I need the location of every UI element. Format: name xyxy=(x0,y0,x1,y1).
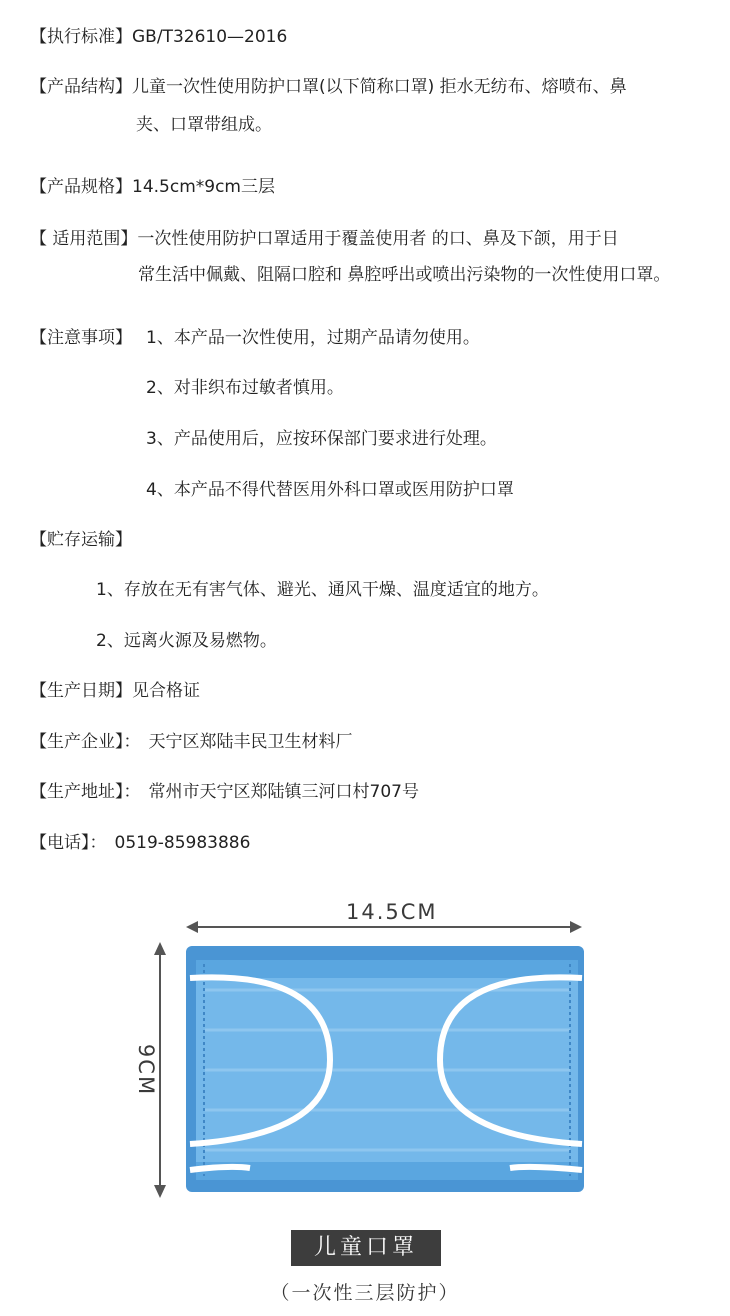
product-subtitle: （一次性三层防护） xyxy=(270,1282,460,1304)
info-production-date-label: 【生产日期】 xyxy=(30,681,132,701)
height-dimension-label: 9CM xyxy=(134,1043,159,1097)
product-title: 儿童口罩 xyxy=(291,1230,441,1266)
spec-structure xyxy=(30,77,627,97)
width-dimension-label: 14.5CM xyxy=(346,900,438,924)
mask-body xyxy=(186,946,584,1192)
spec-structure-label: 【产品结构】 xyxy=(30,77,132,97)
spec-standard xyxy=(30,27,287,47)
spec-structure-text: 儿童一次性使用防护口罩(以下简称口罩) 拒水无纺布、熔喷布、鼻 xyxy=(132,77,627,97)
spec-standard-text: GB/T32610—2016 xyxy=(132,27,288,47)
spec-scope-text: 一次性使用防护口罩适用于覆盖使用者 的口、鼻及下颌，用于日 xyxy=(137,229,619,249)
info-phone xyxy=(30,833,250,853)
info-address-label: 【生产地址】： xyxy=(30,782,141,802)
info-production-date xyxy=(30,681,200,701)
info-manufacturer-text: 天宁区郑陆丰民卫生材料厂 xyxy=(148,732,353,752)
info-manufacturer xyxy=(30,732,353,752)
storage-item-1: 1、存放在无有害气体、避光、通风干燥、温度适宜的地方。 xyxy=(96,580,549,600)
notes-item-2: 2、对非织布过敏者慎用。 xyxy=(146,378,344,398)
spec-scope-continuation: 常生活中佩戴、阻隔口腔和 鼻腔呼出或喷出污染物的一次性使用口罩。 xyxy=(138,265,671,285)
notes-item-4: 4、本产品不得代替医用外科口罩或医用防护口罩 xyxy=(146,480,514,500)
info-address xyxy=(30,782,419,802)
spec-size-text: 14.5cm*9cm三层 xyxy=(132,177,275,197)
info-address-text: 常州市天宁区郑陆镇三河口村707号 xyxy=(148,782,419,802)
spec-scope-label: 【 适用范围】 xyxy=(30,229,138,249)
info-manufacturer-label: 【生产企业】： xyxy=(30,732,141,752)
notes-label: 【注意事项】 xyxy=(30,328,132,348)
spec-scope xyxy=(30,229,619,249)
info-phone-label: 【电话】： xyxy=(30,833,107,853)
spec-size-label: 【产品规格】 xyxy=(30,177,132,197)
mask-figure xyxy=(0,880,730,1316)
info-production-date-text: 见合格证 xyxy=(132,681,200,701)
spec-size xyxy=(30,177,275,197)
notes-item-1: 1、本产品一次性使用，过期产品请勿使用。 xyxy=(146,328,480,348)
spec-structure-continuation: 夹、口罩带组成。 xyxy=(136,115,272,135)
storage-item-2: 2、远离火源及易燃物。 xyxy=(96,631,277,651)
spec-standard-label: 【执行标准】 xyxy=(30,27,132,47)
info-phone-text: 0519-85983886 xyxy=(114,833,251,853)
storage-label: 【贮存运输】 xyxy=(30,530,132,550)
notes-item-3: 3、产品使用后，应按环保部门要求进行处理。 xyxy=(146,429,497,449)
